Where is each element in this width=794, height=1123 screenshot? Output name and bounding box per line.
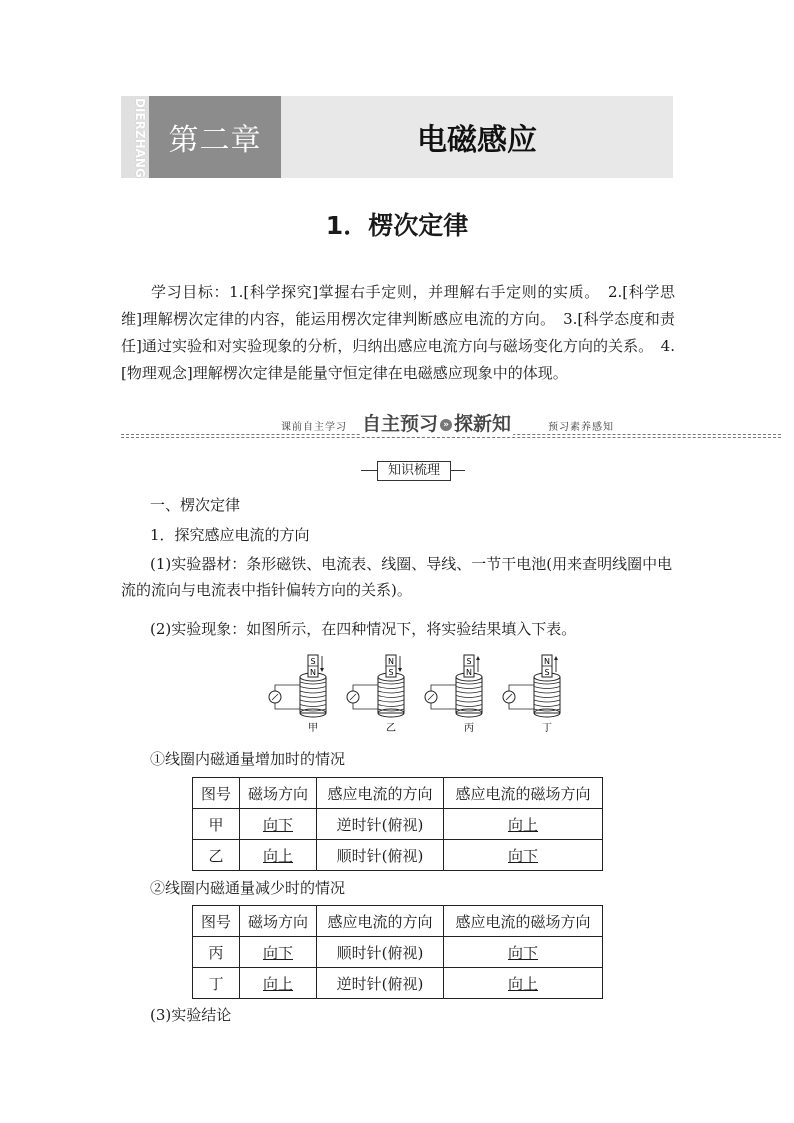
table-cell: 乙 bbox=[193, 840, 240, 871]
divider-main-b: 探新知 bbox=[454, 413, 512, 435]
table-row bbox=[193, 840, 603, 871]
table-cell: 向上 bbox=[240, 968, 317, 999]
table-cell: 逆时针(俯视) bbox=[317, 809, 444, 840]
arrow-down-icon bbox=[320, 668, 324, 672]
wire bbox=[431, 685, 456, 691]
coil-body bbox=[300, 677, 326, 713]
wire bbox=[509, 703, 534, 709]
magnet-pole-top: S bbox=[466, 657, 472, 666]
magnet-pole-top: S bbox=[310, 657, 316, 666]
chapter-pinyin: DIERZHANG bbox=[133, 98, 147, 178]
header-cell: 感应电流的方向 bbox=[317, 778, 444, 809]
case2-heading: ②线圈内磁通量减少时的情况 bbox=[150, 879, 346, 897]
arrow-up-icon bbox=[554, 656, 558, 660]
figure-label: 丁 bbox=[542, 723, 552, 734]
table-cell: 丙 bbox=[193, 937, 240, 968]
table-row bbox=[193, 937, 603, 968]
table-cell: 向上 bbox=[444, 968, 603, 999]
divider-arrow-icon: » bbox=[440, 419, 452, 431]
table-row bbox=[193, 809, 603, 840]
heading-explore-direction: 1．探究感应电流的方向 bbox=[150, 526, 310, 544]
divider-left-text: 课前自主学习 bbox=[281, 418, 347, 433]
wire bbox=[353, 703, 378, 709]
table-cell: 向下 bbox=[240, 809, 317, 840]
figure-label: 丙 bbox=[464, 723, 474, 734]
table-header-row bbox=[193, 778, 603, 809]
paragraph-phenomena: (2)实验现象：如图所示，在四种情况下，将实验结果填入下表。 bbox=[150, 620, 577, 638]
table-cell: 向下 bbox=[444, 937, 603, 968]
case1-heading: ①线圈内磁通量增加时的情况 bbox=[150, 750, 346, 768]
wire bbox=[431, 703, 456, 709]
magnet-pole-top: N bbox=[544, 657, 550, 666]
arrow-up-icon bbox=[476, 656, 480, 660]
heading-lenz-law: 一、楞次定律 bbox=[150, 496, 241, 514]
table-cell: 丁 bbox=[193, 968, 240, 999]
coil-body bbox=[378, 677, 404, 713]
magnet-pole-bottom: S bbox=[388, 668, 394, 677]
chapter-title: 电磁感应 bbox=[417, 123, 537, 158]
divider-main-a: 自主预习 bbox=[362, 413, 439, 435]
wire bbox=[275, 685, 300, 691]
header-cell: 磁场方向 bbox=[240, 778, 317, 809]
table-row bbox=[193, 968, 603, 999]
arrow-down-icon bbox=[398, 668, 402, 672]
table-cell: 甲 bbox=[193, 809, 240, 840]
magnet-pole-bottom: N bbox=[466, 668, 472, 677]
chapter-number-box bbox=[149, 96, 281, 178]
header-cell: 图号 bbox=[193, 778, 240, 809]
section-title: 1．楞次定律 bbox=[325, 211, 469, 240]
wire bbox=[275, 703, 300, 709]
chapter-number: 第二章 bbox=[168, 123, 262, 158]
coil-body bbox=[534, 677, 560, 713]
learning-goals: 学习目标：1.[科学探究]掌握右手定则，并理解右手定则的实质。 2.[科学思维]理解楞次定律的内容，能运用楞次定律判断感应电流的方向。 3.[科学态度和责任]通过实验和对实验现象的分析，归纳出感应电流方向与磁场变化方向的关系。 4.[物理观念]理解楞次定律是能量守恒定律在电磁感应现象中的体现。 bbox=[121, 283, 675, 382]
wire bbox=[353, 685, 378, 691]
table-cell: 向下 bbox=[444, 840, 603, 871]
pinyin-strip bbox=[121, 96, 149, 178]
header-cell: 磁场方向 bbox=[240, 906, 317, 937]
header-cell: 感应电流的磁场方向 bbox=[444, 778, 603, 809]
chapter-banner bbox=[121, 96, 673, 178]
figure-label: 甲 bbox=[308, 723, 318, 734]
table-cell: 向下 bbox=[240, 937, 317, 968]
wire bbox=[509, 685, 534, 691]
divider-main-text bbox=[360, 409, 513, 436]
header-cell: 感应电流的磁场方向 bbox=[444, 906, 603, 937]
coil-body bbox=[456, 677, 482, 713]
coil-setup bbox=[425, 655, 482, 734]
table-cell: 顺时针(俯视) bbox=[317, 937, 444, 968]
magnet-pole-top: N bbox=[388, 657, 394, 666]
figure-label: 乙 bbox=[386, 723, 396, 734]
experiment-figure bbox=[262, 651, 562, 737]
table-header-row bbox=[193, 906, 603, 937]
knowledge-label: 知识梳理 bbox=[377, 461, 451, 481]
table-cell: 顺时针(俯视) bbox=[317, 840, 444, 871]
coil-setup bbox=[347, 655, 404, 734]
table-cell: 逆时针(俯视) bbox=[317, 968, 444, 999]
header-cell: 图号 bbox=[193, 906, 240, 937]
paragraph-materials: (1)实验器材：条形磁铁、电流表、线圈、导线、一节干电池(用来查明线圈中电流的流向与电流表中指针偏转方向的关系)。 bbox=[121, 555, 673, 599]
table-flux-increase bbox=[192, 777, 603, 871]
header-cell: 感应电流的方向 bbox=[317, 906, 444, 937]
divider-right-text: 预习素养感知 bbox=[548, 418, 614, 433]
coil-setup bbox=[269, 655, 326, 734]
knowledge-section-label bbox=[361, 460, 465, 482]
coil-setup bbox=[503, 655, 560, 734]
table-flux-decrease bbox=[192, 905, 603, 999]
divider-line bbox=[121, 437, 781, 438]
magnet-pole-bottom: S bbox=[544, 668, 550, 677]
conclusion-heading: (3)实验结论 bbox=[150, 1006, 232, 1024]
magnet-pole-bottom: N bbox=[310, 668, 316, 677]
table-cell: 向上 bbox=[444, 809, 603, 840]
table-cell: 向上 bbox=[240, 840, 317, 871]
